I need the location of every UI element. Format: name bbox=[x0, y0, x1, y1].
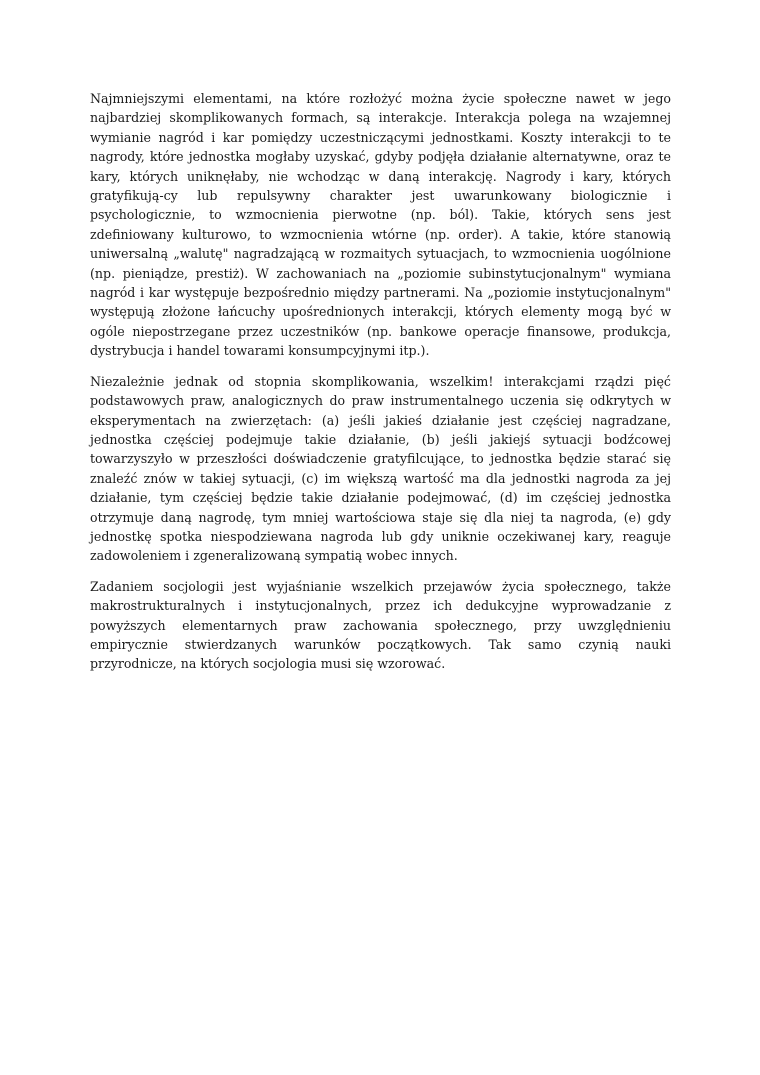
paragraph-five-laws: Niezależnie jednak od stopnia skomplikowania, wszelkim! interakcjami rządzi pięć podstawowych praw, analogicznych do praw instrumentalnego uczenia się odkrytych w eksperymentach na zwierzętach: (a) jeśli jakieś działanie jest częściej nagradzane, jednostka częściej podejmuje takie działanie, (b) jeśli jakiejś sytuacji bodźcowej towarzyszyło w przeszłości doświadczenie gratyfilcujące, to jednostka będzie starać się znaleźć znów w takiej sytuacji, (c) im większą wartość ma dla jednostki nagroda za jej działanie, tym częściej będzie takie działanie podejmować, (d) im częściej jednostka otrzymuje daną nagrodę, tym mniej wartościowa staje się dla niej ta nagroda, (e) gdy jednostkę spotka niespodziewana nagroda lub gdy uniknie oczekiwanej kary, reaguje zadowoleniem i zgeneralizowaną sympatią wobec innych. bbox=[90, 373, 671, 564]
paragraph-sociology-task: Zadaniem socjologii jest wyjaśnianie wszelkich przejawów życia społecznego, także makrostrukturalnych i instytucjonalnych, przez ich dedukcyjne wyprowadzanie z powyższych elementarnych praw zachowania społecznego, przy uwzględnieniu empirycznie stwierdzanych warunków początkowych. Tak samo czynią nauki przyrodnicze, na których socjologia musi się wzorować. bbox=[90, 578, 671, 672]
paragraph-interactions: Najmniejszymi elementami, na które rozłożyć można życie społeczne nawet w jego najbardziej skomplikowanych formach, są interakcje. Interakcja polega na wzajemnej wymianie nagród i kar pomiędzy uczestniczącymi jednostkami. Koszty interakcji to te nagrody, które jednostka mogłaby uzyskać, gdyby podjęła działanie alternatywne, oraz te kary, których uniknęłaby, nie wchodząc w daną interakcję. Nagrody i kary, których gratyfikują-cy lub repulsywny charakter jest uwarunkowany biologicznie i psychologicznie, to wzmocnienia pierwotne (np. ból). Takie, których sens jest zdefiniowany kulturowo, to wzmocnienia wtórne (np. order). A takie, które stanowią uniwersalną „walutę" nagradzającą w rozmaitych sytuacjach, to wzmocnienia uogólnione (np. pieniądze, prestiż). W zachowaniach na „poziomie subinstytucjonalnym" wymiana nagród i kar występuje bezpośrednio między partnerami. Na „poziomie instytucjonalnym" występują złożone łańcuchy upośrednionych interakcji, których elementy mogą być w ogóle niepostrzegane przez uczestników (np. bankowe operacje finansowe, produkcja, dystrybucja i handel towarami konsumpcyjnymi itp.). bbox=[90, 91, 671, 359]
body-text bbox=[90, 89, 671, 685]
